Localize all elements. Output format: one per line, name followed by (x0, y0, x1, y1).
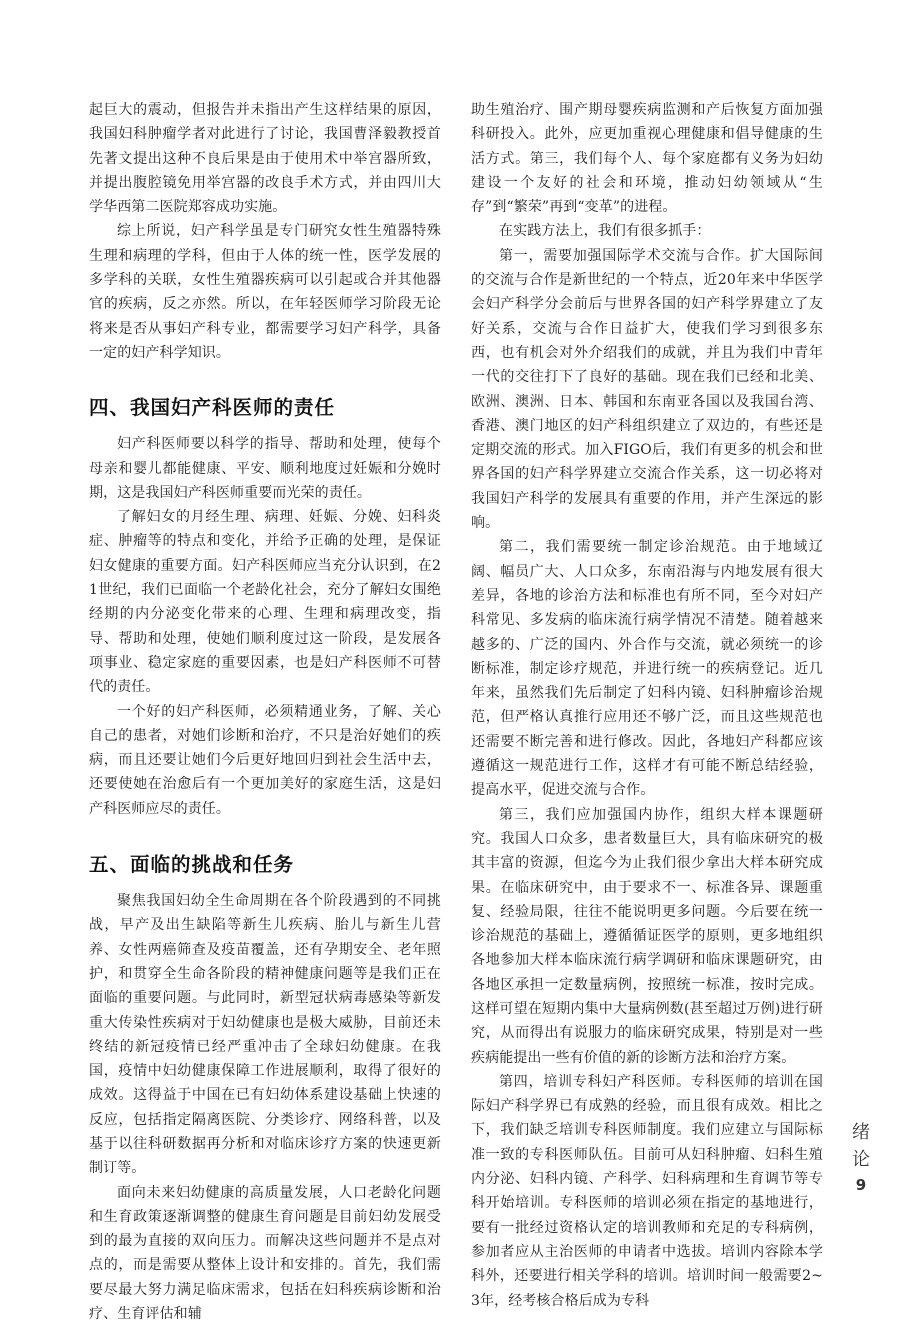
section5-paragraph-1: 聚焦我国妇幼全生命周期在各个阶段遇到的不同挑战，早产及出生缺陷等新生儿疾病、胎儿与新生儿营养、女性两癌筛查及疫苗覆盖，还有孕期安全、老年照护，和贯穿全生命各阶段的精神健康问题等是我们正在面临的重要问题。与此同时，新型冠状病毒感染等新发重大传染性疾病对于妇幼健康也是极大威胁，目前还未终结的新冠疫情已经严重冲击了全球妇幼健康。在我国，疫情中妇幼健康保障工作进展顺利，取得了很好的成效。这得益于中国在已有妇幼体系建设基础上快速的反应，包括指定隔离医院、分类诊疗、网络科普，以及基于以往科研数据再分析和对临床诊疗方案的快速更新制订等。 (89, 893, 441, 1177)
chapter-label-char-1: 绪 (852, 1122, 870, 1143)
paragraph-continued: 助生殖治疗、围产期母婴疾病监测和产后恢复方面加强科研投入。此外，应更加重视心理健康和倡导健康的生活方式。第三，我们每个人、每个家庭都有义务为妇幼建设一个友好的社会和环境，推动妇幼领域从“生存”到“繁荣”再到“变革”的进程。 (471, 102, 823, 216)
paragraph-summary: 综上所说，妇产科学虽是专门研究女性生殖器特殊生理和病理的学科，但由于人体的统一性，医学发展的多学科的关联，女性生殖器疾病可以引起或合并其他器官的疾病，反之亦然。所以，在年轻医师学习阶段无论将来是否从事妇产科专业，都需要学习妇产科学，具备一定的妇产科学知识。 (89, 223, 441, 361)
paragraph-first: 第一，需要加强国际学术交流与合作。扩大国际间的交流与合作是新世纪的一个特点，近20年来中华医学会妇产科学分会前后与世界各国的妇产科学界建立了友好关系，交流与合作日益扩大，使我们学习到很多东西，也有机会对外介绍我们的成就，并且为我们中青年一代的交往打下了良好的基础。现在我们已经和北美、欧洲、澳洲、日本、韩国和东南亚各国以及我国台湾、香港、澳门地区的妇产科组织建立了双边的，有些还是定期交流的形式。加入FIGO后，我们有更多的机会和世界各国的妇产科学界建立交流合作关系，这一切必将对我国妇产科学的发展具有重要的作用，并产生深远的影响。 (471, 247, 823, 532)
section-heading-4: 四、我国妇产科医师的责任 (89, 396, 336, 420)
chapter-label-char-2: 论 (852, 1149, 870, 1170)
paragraph-third: 第三，我们应加强国内协作，组织大样本课题研究。我国人口众多，患者数量巨大，具有临床研究的极其丰富的资源，但迄今为止我们很少拿出大样本研究成果。在临床研究中，由于要求不一、标准各异、课题重复、经验局限，往往不能说明更多问题。今后要在统一诊治规范的基础上，遵循循证医学的原则，更多地组织各地参加大样本临床流行病学调研和临床课题研究，由各地区承担一定数量病例，按照统一标准，按时完成。这样可望在短期内集中大量病例数(甚至超过万例)进行研究，从而得出有说服力的临床研究成果，特别是对一些疾病能提出一些有价值的新的诊断方法和治疗方案。 (471, 806, 823, 1066)
section-heading-5: 五、面临的挑战和任务 (89, 853, 295, 877)
section4-paragraph-2: 了解妇女的月经生理、病理、妊娠、分娩、妇科炎症、肿瘤等的特点和变化，并给予正确的处理，是保证妇女健康的重要方面。妇产科医师应当充分认识到，在21世纪，我们已面临一个老龄化社会，充分了解妇女围绝经期的内分泌变化带来的心理、生理和病理改变，指导、帮助和处理，使她们顺利度过这一阶段，是发展各项事业、稳定家庭的重要因素，也是妇产科医师不可替代的责任。 (89, 509, 441, 696)
section4-paragraph-3: 一个好的妇产科医师，必须精通业务，了解、关心自己的患者，对她们诊断和治疗，不只是治好她们的疾病，而且还要让她们今后更好地回归到社会生活中去，还要使她在治愈后有一个更加美好的家庭生活，这是妇产科医师应尽的责任。 (89, 703, 441, 817)
left-column (89, 98, 441, 1326)
section5-paragraph-2: 面向未来妇幼健康的高质量发展，人口老龄化问题和生育政策逐渐调整的健康生育问题是目前妇幼发展受到的最为直接的双向压力。而解决这些问题并不是点对点的，而是需要从整体上设计和安排的。首先，我们需要尽最大努力满足临床需求，包括在妇科疾病诊断和治疗、生育评估和辅 (89, 1184, 441, 1323)
page-number: 9 (855, 1176, 867, 1194)
section4-paragraph-1: 妇产科医师要以科学的指导、帮助和处理，使每个母亲和婴儿都能健康、平安、顺利地度过妊娠和分娩时期，这是我国妇产科医师重要而光荣的责任。 (89, 436, 441, 501)
paragraph-intro-continued: 起巨大的震动，但报告并未指出产生这样结果的原因，我国妇科肿瘤学者对此进行了讨论，我国曹泽毅教授首先著文提出这种不良后果是由于使用术中举宫器所致，并提出腹腔镜免用举宫器的改良手术方式，并由四川大学华西第二医院郑容成功实施。 (89, 102, 441, 216)
paragraph-second: 第二，我们需要统一制定诊治规范。由于地域辽阔、幅员广大、人口众多，东南沿海与内地发展有很大差异，各地的诊治方法和标准也有所不同，至今对妇产科常见、多发病的临床流行病学情况不清楚。随着越来越多的、广泛的国内、外合作与交流，就必须统一的诊断标准，制定诊疗规范，并进行统一的疾病登记。近几年来，虽然我们先后制定了妇科内镜、妇科肿瘤诊治规范，但严格认真推行应用还不够广泛，而且这些规范也还需要不断完善和进行修改。因此，各地妇产科都应该遵循这一规范进行工作，这样才有可能不断总结经验，提高水平，促进交流与合作。 (471, 539, 823, 799)
right-column (471, 98, 823, 1313)
paragraph-methods: 在实践方法上，我们有很多抓手： (499, 223, 711, 240)
paragraph-fourth: 第四，培训专科妇产科医师。专科医师的培训在国际妇产科学界已有成熟的经验，而且很有成效。相比之下，我们缺乏培训专科医师制度。我们应建立与国际标准一致的专科医师队伍。目前可从妇科肿瘤、妇科生殖内分泌、妇科内镜、产科学、妇科病理和生育调节等专科开始培训。专科医师的培训必须在指定的基地进行，要有一批经过资格认定的培训教师和充足的专科病例，参加者应从主治医师的申请者中选拔。培训内容除本学科外，还要进行相关学科的培训。培训时间一般需要2~3年，经考核合格后成为专科 (471, 1073, 823, 1309)
